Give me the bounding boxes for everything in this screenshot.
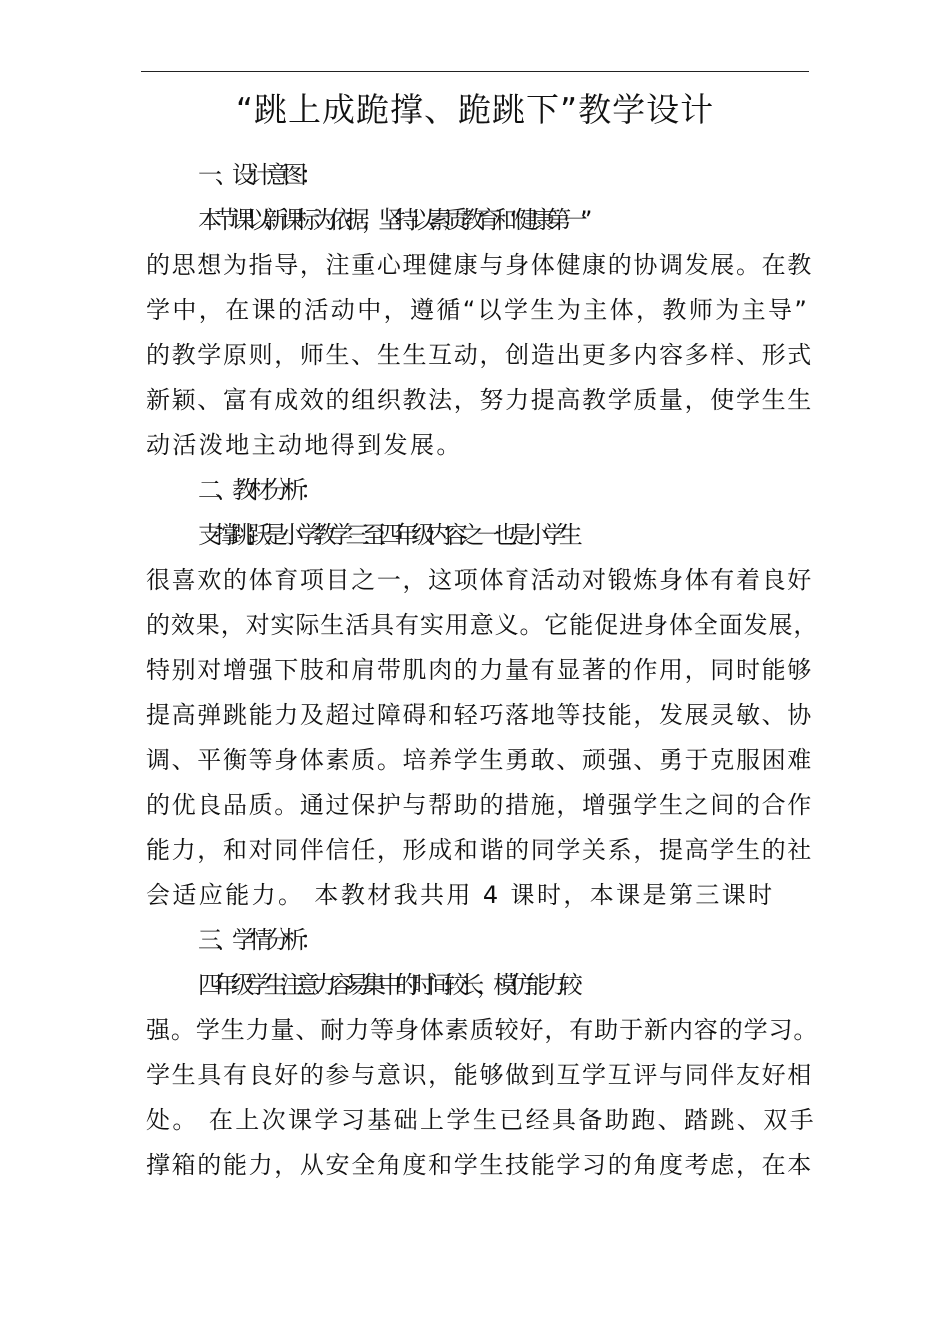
document-title: “跳上成跪撑、跪跳下”教学设计 <box>235 90 715 129</box>
paragraph-line: 提高弹跳能力及超过障碍和轻巧落地等技能，发展灵敏、协 <box>146 701 813 729</box>
paragraph-line: 调、平衡等身体素质。培养学生勇敢、顽强、勇于克服困难 <box>146 746 813 774</box>
paragraph-line: 支撑跳跃是小学教学三至四年级内容之一也是小学生 <box>198 521 576 549</box>
paragraph-line: 新颖、富有成效的组织教法，努力提高教学质量，使学生生 <box>146 386 813 414</box>
paragraph-line: 能力，和对同伴信任，形成和谐的同学关系，提高学生的社 <box>146 836 813 864</box>
paragraph-line: 处。 在上次课学习基础上学生已经具备助跑、踏跳、双手 <box>146 1106 817 1134</box>
paragraph-line: 的优良品质。通过保护与帮助的措施，增强学生之间的合作 <box>146 791 813 819</box>
paragraph-line: 撑箱的能力，从安全角度和学生技能学习的角度考虑，在本 <box>146 1151 813 1179</box>
paragraph-line: 强。学生力量、耐力等身体素质较好，有助于新内容的学习。 <box>146 1016 819 1044</box>
header-rule <box>141 71 809 72</box>
paragraph-line: 特别对增强下肢和肩带肌肉的力量有显著的作用，同时能够 <box>146 656 813 684</box>
paragraph-line: 很喜欢的体育项目之一，这项体育活动对锻炼身体有着良好 <box>146 566 813 594</box>
paragraph-line: 本节课以新课标为依据，坚持以素质教育和“健康第一” <box>198 206 585 234</box>
paragraph-line: 学生具有良好的参与意识，能够做到互学互评与同伴友好相 <box>146 1061 813 1089</box>
paragraph-line: 四年级学生注意力容易集中的时间较长，模仿能力较 <box>198 971 576 999</box>
paragraph-line: 会适应能力。 本教材我共用 4 课时，本课是第三课时 <box>146 881 775 909</box>
section-heading-material-analysis: 二、教材分析： <box>198 476 317 504</box>
paragraph-line: 的思想为指导，注重心理健康与身体健康的协调发展。在教 <box>146 251 813 279</box>
section-heading-student-analysis: 三、学情分析： <box>198 926 317 954</box>
section-heading-design-intent: 一、设计意图： <box>198 161 317 189</box>
paragraph-line: 动活泼地主动地得到发展。 <box>146 431 463 459</box>
paragraph-line: 学中，在课的活动中，遵循“以学生为主体，教师为主导” <box>146 296 810 324</box>
paragraph-line: 的效果，对实际生活具有实用意义。它能促进身体全面发展， <box>146 611 819 639</box>
paragraph-line: 的教学原则，师生、生生互动，创造出更多内容多样、形式 <box>146 341 813 369</box>
